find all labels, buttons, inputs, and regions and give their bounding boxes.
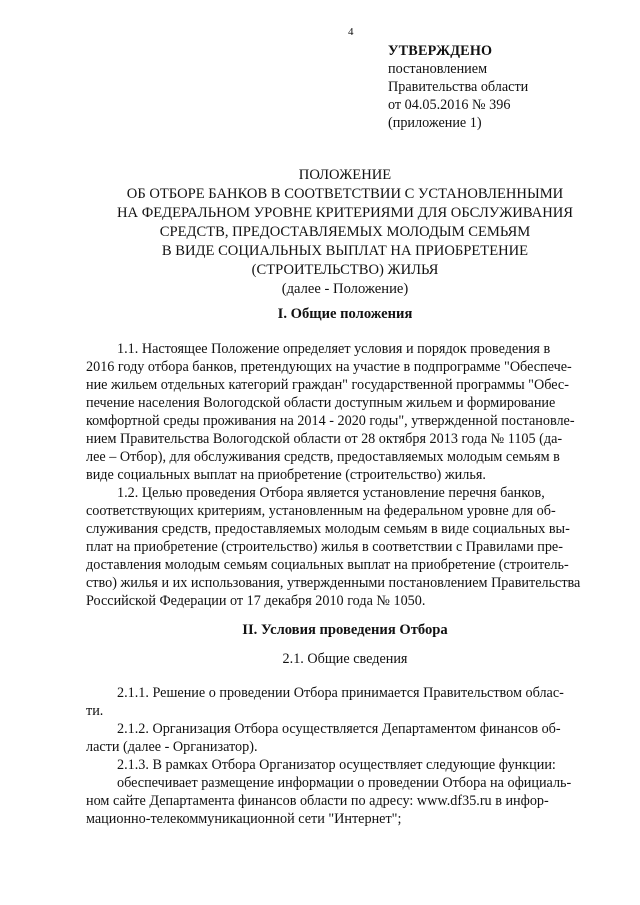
text-line: лее – Отбор), для обслуживания средств, предоставляемых молодым семьям в	[86, 449, 560, 465]
text-line: соответствующих критериям, установленным на федеральном уровне для об-	[86, 503, 556, 519]
approval-line: постановлением	[388, 61, 488, 77]
text-line: мационно-телекоммуникационной сети "Интернет";	[86, 811, 402, 827]
approval-heading: УТВЕРЖДЕНО	[388, 43, 493, 59]
text-line: 1.2. Целью проведения Отбора является установление перечня банков,	[117, 485, 545, 501]
paragraph-2-1-1	[86, 684, 615, 720]
title-line: (далее - Положение)	[281, 281, 409, 297]
text-line: плат на приобретение (строительство) жилья в соответствии с Правилами пре-	[86, 539, 563, 555]
text-line: 2.1.3. В рамках Отбора Организатор осуществляет следующие функции:	[117, 757, 556, 773]
text-line: печение населения Вологодской области доступным жильем и формирование	[86, 395, 556, 411]
text-line: 2.1.2. Организация Отбора осуществляется Департаментом финансов об-	[117, 721, 561, 737]
approval-line: Правительства области	[388, 79, 529, 95]
paragraph-1-1	[86, 340, 615, 484]
title-line: ОБ ОТБОРЕ БАНКОВ В СООТВЕТСТВИИ С УСТАНОВЛЕННЫМИ	[126, 186, 564, 202]
page-number: 4	[348, 26, 354, 38]
text-line: ство) жилья и их использования, утвержденными постановлением Правительства	[86, 575, 581, 591]
approval-stamp	[388, 42, 618, 132]
text-line: обеспечивает размещение информации о проведении Отбора на официаль-	[117, 775, 572, 791]
title-line: СРЕДСТВ, ПРЕДОСТАВЛЯЕМЫХ МОЛОДЫМ СЕМЬЯМ	[159, 224, 531, 240]
text-line: 2016 году отбора банков, претендующих на участие в подпрограмме "Обеспече-	[86, 359, 572, 375]
subsection-heading: 2.1. Общие сведения	[282, 651, 408, 667]
title-line: ПОЛОЖЕНИЕ	[298, 167, 392, 183]
text-line: нием Правительства Вологодской области от 28 октября 2013 года № 1105 (да-	[86, 431, 563, 447]
approval-line: (приложение 1)	[388, 115, 482, 131]
text-line: доставления молодым семьям социальных выплат на приобретение (строитель-	[86, 557, 569, 573]
text-line: ти.	[86, 703, 104, 719]
text-line: 1.1. Настоящее Положение определяет условия и порядок проведения в	[117, 341, 551, 357]
section1-heading: I. Общие положения	[277, 306, 413, 322]
paragraph-2-1-3	[86, 756, 615, 828]
text-line: виде социальных выплат на приобретение (строительство) жилья.	[86, 467, 486, 483]
text-line: служивания средств, предоставляемых молодым семьям в виде социальных вы-	[86, 521, 570, 537]
paragraph-1-2	[86, 484, 615, 610]
document-title	[95, 166, 595, 299]
text-line: Российской Федерации от 17 декабря 2010 года № 1050.	[86, 593, 426, 609]
title-line: (СТРОИТЕЛЬСТВО) ЖИЛЬЯ	[251, 262, 439, 278]
section2-heading: II. Условия проведения Отбора	[242, 622, 448, 638]
approval-line: от 04.05.2016 № 396	[388, 97, 511, 113]
title-line: В ВИДЕ СОЦИАЛЬНЫХ ВЫПЛАТ НА ПРИОБРЕТЕНИЕ	[161, 243, 529, 259]
title-line: НА ФЕДЕРАЛЬНОМ УРОВНЕ КРИТЕРИЯМИ ДЛЯ ОБСЛУЖИВАНИЯ	[116, 205, 574, 221]
text-line: ласти (далее - Организатор).	[86, 739, 258, 755]
paragraph-2-1-2	[86, 720, 615, 756]
text-line: комфортной среды проживания на 2014 - 2020 годы", утвержденной постановле-	[86, 413, 575, 429]
text-line: ном сайте Департамента финансов области по адресу: www.df35.ru в инфор-	[86, 793, 549, 809]
text-line: 2.1.1. Решение о проведении Отбора принимается Правительством облас-	[117, 685, 564, 701]
text-line: ние жильем отдельных категорий граждан" государственной программы "Обес-	[86, 377, 569, 393]
